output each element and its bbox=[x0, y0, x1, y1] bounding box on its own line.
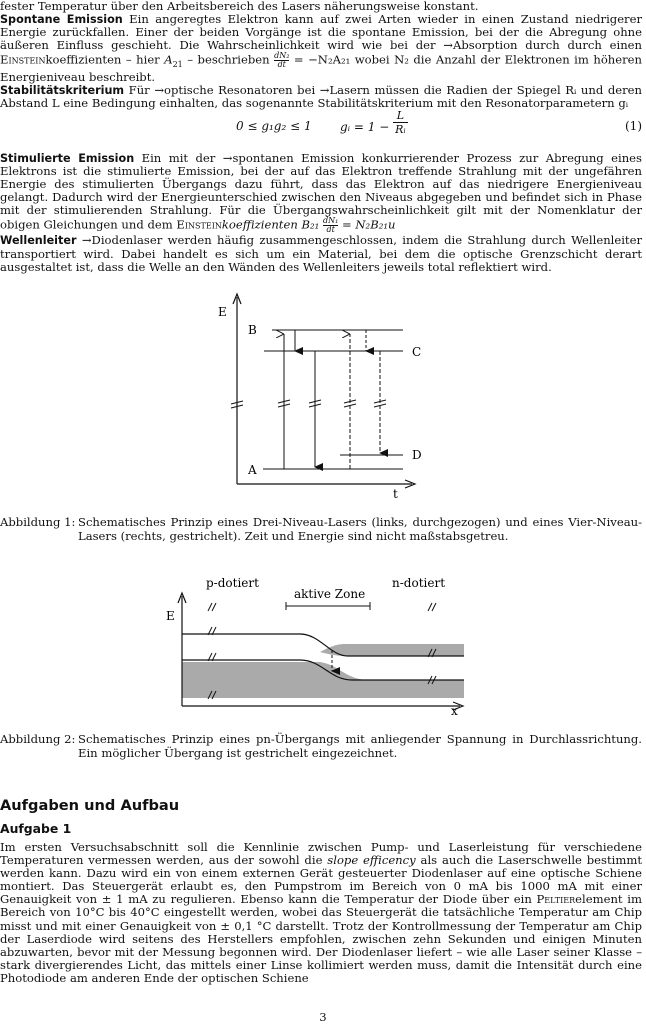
equation-left: 0 ≤ g₁g₂ ≤ 1 bbox=[236, 119, 312, 133]
caption-label: Abbildung 2: bbox=[0, 732, 76, 746]
label-A: A bbox=[248, 463, 257, 477]
entry-stabilitaet bbox=[0, 84, 644, 110]
term-spontane-emission: Spontane Emission bbox=[0, 13, 123, 27]
label-B: B bbox=[248, 323, 257, 337]
caption-text: Schematisches Prinzip eines pn-Übergangs mit anliegender Spannung in Durchlassrichtung. Ein möglicher Übergang ist gestrichelt eingezeichnet. bbox=[78, 732, 642, 760]
label-p-dotiert: p-dotiert bbox=[206, 576, 259, 590]
einstein-name: Einstein bbox=[0, 52, 46, 67]
figure-1-caption bbox=[0, 516, 644, 543]
fraction-numerator: dN₂ bbox=[274, 51, 290, 61]
label-E: E bbox=[218, 305, 227, 319]
entry-text: Ein angeregtes Elektron kann auf zwei Arten wieder in einen Zustand niedrigerer Energie zurückfallen. Einer der beiden Vorgänge ist die spontane Emission, bei der die Abregung ohne äußeren Einfluss geschieht. Die Wahrscheinlichkeit wird wie bei der →Absorption durch durch einen bbox=[0, 12, 642, 53]
subsection-title: Aufgabe 1 bbox=[0, 821, 72, 836]
equation-number: (1) bbox=[625, 119, 642, 133]
equation-fraction bbox=[393, 109, 408, 136]
term-stabilitaetskriterium: Stabilitätskriterium bbox=[0, 84, 125, 98]
entry-text: koeffizienten B₂₁ bbox=[221, 217, 323, 232]
glossary-block-bottom bbox=[0, 152, 644, 274]
peltier-name: Peltier bbox=[536, 892, 576, 907]
fraction-denominator: dt bbox=[326, 225, 335, 235]
caption-label: Abbildung 1: bbox=[0, 515, 76, 529]
label-D: D bbox=[412, 448, 422, 462]
label-C: C bbox=[412, 345, 422, 359]
glossary-block-top bbox=[0, 0, 644, 111]
figure-2-caption bbox=[0, 733, 644, 760]
conduction-band-fill bbox=[320, 644, 464, 656]
entry-text: = −N₂A₂₁ wobei N₂ die Anzahl der Elektronen im höheren Energieniveau beschreibt. bbox=[0, 52, 643, 85]
entry-text: Ein mit der →spontanen Emission konkurrierender Prozess zur Abregung eines Elektrons ist die stimulierte Emission, bei der auf das Elektron treffende Strahlung mit der ungefähren Energie des stimulierten Übergangs dazu führt, dass das Elektron auf das niedrigere Energieniveau gelangt. Dadurch wird der Energieunterschied zwischen den Niveaus abgegeben und befindet sich in Phase mit der stimulierenden Strahlung. Für die Übergangswahrscheinlichkeit gilt mit der Nomenklatur der obigen Gleichungen und dem bbox=[0, 151, 642, 232]
equation-1 bbox=[0, 109, 646, 145]
label-x: x bbox=[451, 704, 458, 718]
term-wellenleiter: Wellenleiter bbox=[0, 234, 77, 248]
entry-stimulierte-emission bbox=[0, 152, 644, 234]
label-t: t bbox=[393, 487, 398, 501]
entry-text: koeffizienten – hier bbox=[45, 52, 165, 67]
entry-text: →Diodenlaser werden häufig zusammengeschlossen, indem die Strahlung durch Wellenleiter transportiert wird. Dabei handelt es sich um ein Material, bei dem die optische Grenzschicht derart ausgestaltet ist, dass die Welle an den Wänden des Wellenleiters jeweils total reflektiert wird. bbox=[0, 233, 642, 274]
caption-text: Schematisches Prinzip eines Drei-Niveau-Lasers (links, durchgezogen) und eines Vier-Niveau-Lasers (rechts, gestrichelt). Zeit und Energie sind nicht maßstabsgetreu. bbox=[78, 515, 642, 543]
equation-right bbox=[340, 109, 408, 136]
math-symbol: A bbox=[164, 52, 173, 67]
page-number: 3 bbox=[319, 1010, 327, 1024]
entry-text: Für →optische Resonatoren bei →Lasern müssen die Radien der Spiegel Rᵢ und deren Abstand L eine Bedingung einhalten, das sogenannte Stabilitätskriterium mit den Resonatorparametern gᵢ bbox=[0, 83, 642, 111]
entry-spontane-emission bbox=[0, 13, 644, 84]
label-n-dotiert: n-dotiert bbox=[392, 576, 446, 590]
fraction-numerator: L bbox=[393, 109, 408, 123]
task-text: als auch die Laserschwelle bestimmt werden kann. Dazu wird ein von einem externen Gerät gesteuerter Diodenlaser auf eine optische Schiene montiert. Das Steuergerät erlaubt es, den Pumpstrom im Bereich von 0 mA bis 1000 mA mit einer Genauigkeit von ± 1 mA zu regulieren. Ebenso kann die Temperatur der Diode über ein bbox=[0, 853, 642, 907]
math-subscript: 21 bbox=[172, 60, 183, 70]
task-1-paragraph bbox=[0, 841, 644, 985]
fraction-denominator: Rᵢ bbox=[395, 123, 406, 136]
einstein-name: Einstein bbox=[176, 217, 222, 232]
section-title: Aufgaben und Aufbau bbox=[0, 797, 180, 814]
intro-line: fester Temperatur über den Arbeitsbereich des Lasers näherungsweise konstant. bbox=[0, 0, 479, 13]
inline-fraction bbox=[274, 52, 289, 69]
entry-text: = N₂B₂₁u bbox=[338, 217, 396, 232]
task-1-body bbox=[0, 841, 644, 985]
task-text: Im ersten Versuchsabschnitt soll die Kennlinie zwischen Pump- und Laserleistung für verschiedene Temperaturen vermessen werden, aus der sowohl die bbox=[0, 840, 642, 868]
entry-wellenleiter bbox=[0, 234, 644, 273]
equation-lhs: gᵢ = 1 − bbox=[340, 120, 390, 134]
inline-fraction bbox=[323, 217, 338, 234]
task-text: element im Bereich von 10°C bis 40°C eingestellt werden, wobei das Steuergerät die tatsächliche Temperatur am Chip misst und mit einer Genauigkeit von ± 0,1 °C darstellt. Trotz der Kontrollmessung der Temperatur am Chip der Laserdiode wird seitens des Herstellers empfohlen, zwischen zehn Sekunden und einigen Minuten abzuwarten, bevor mit der Messung begonnen wird. Der Diodenlaser liefert – wie alle Laser seiner Klasse – stark divergierendes Licht, das mittels einer Linse kollimiert werden muss, damit die Intensität durch eine Photodiode am anderen Ende der optischen Schiene bbox=[0, 892, 642, 985]
label-aktive-zone: aktive Zone bbox=[294, 587, 366, 601]
term-stimulierte-emission: Stimulierte Emission bbox=[0, 152, 135, 165]
figure-1-energy-levels bbox=[200, 292, 430, 502]
task-emphasis: slope efficency bbox=[327, 853, 416, 868]
figure-2-pn-junction bbox=[160, 572, 480, 720]
arrow-break-marks bbox=[278, 400, 386, 407]
entry-text: – beschrieben bbox=[182, 52, 275, 67]
fraction-numerator: dN₁ bbox=[322, 216, 339, 226]
fraction-denominator: dt bbox=[277, 60, 286, 70]
label-E-fig2: E bbox=[166, 609, 175, 623]
